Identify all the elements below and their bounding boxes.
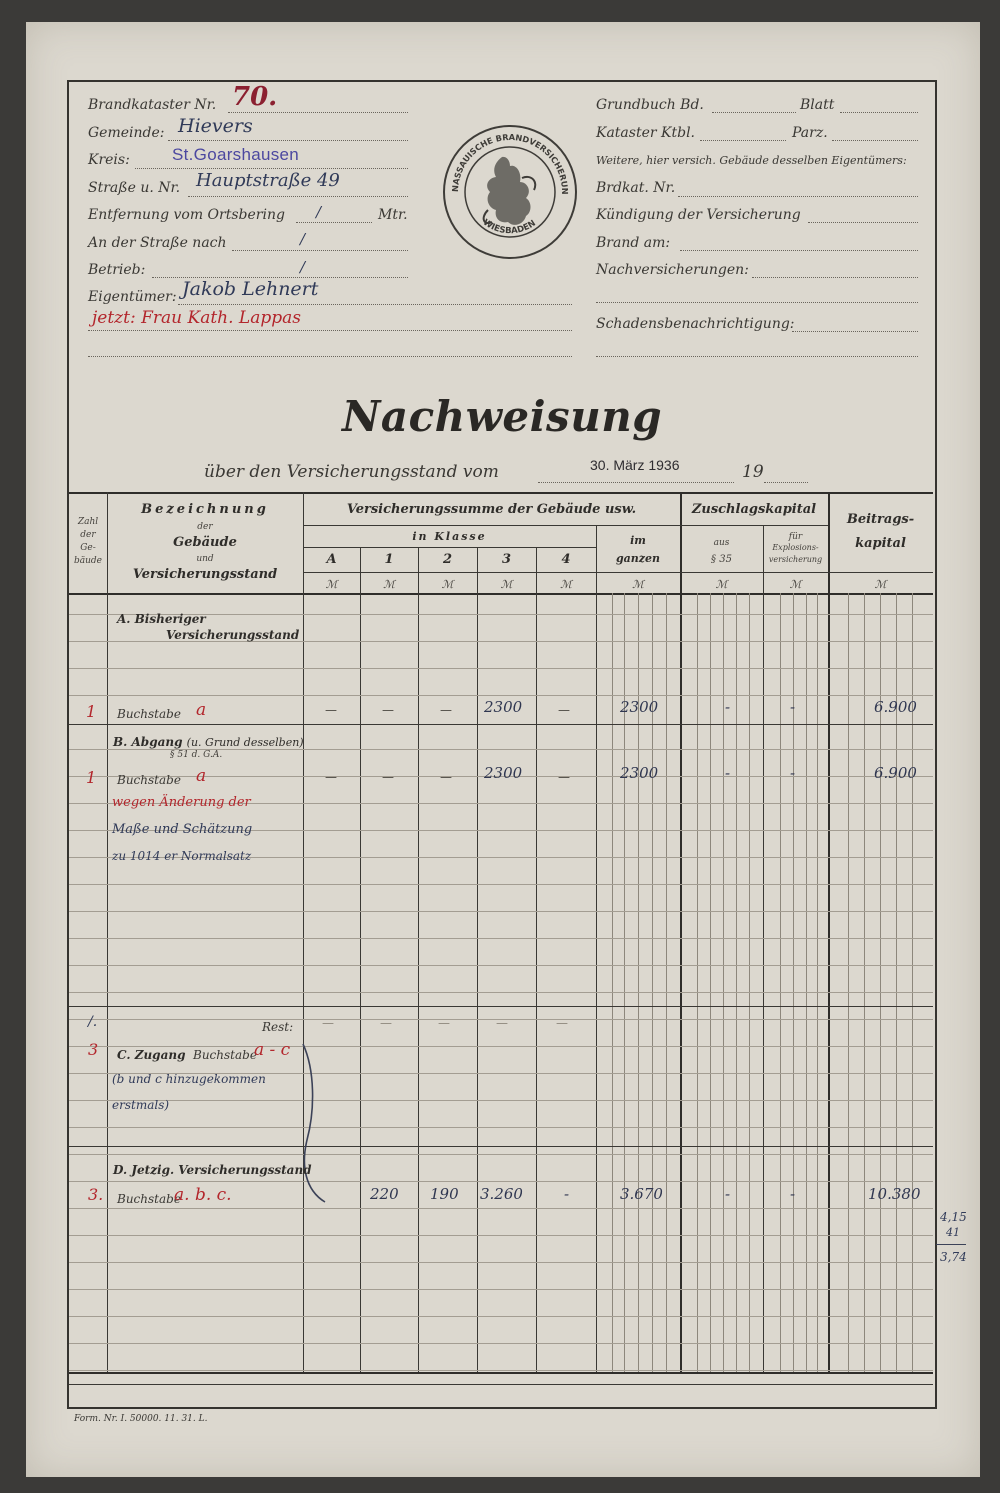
brand-line [680,250,918,251]
rule-b2 [864,593,865,1372]
mark-ganzen: ℳ [632,578,644,591]
grundbuch-label: Grundbuch Bd. [596,97,704,113]
hdr-im: im [630,534,646,547]
writing-rule [69,1046,933,1047]
d-klasse-3: 3.260 [480,1185,523,1203]
hdr-bez-der: der [197,522,213,532]
writing-rule [69,992,933,993]
entfernung-unit: Mtr. [378,207,408,223]
hdr-klasse-3: 3 [501,552,512,567]
an-der-strasse-label: An der Straße nach [88,235,227,251]
section-b-title-2: (u. Grund desselben) [186,736,304,749]
parz-label: Parz. [792,125,828,141]
section-d-buchstabe: a. b. c. [174,1185,232,1205]
mark-1: ℳ [383,578,395,591]
table-bottom-rule [69,1372,933,1374]
b-fuer: - [790,764,796,782]
hdr-klasse-1: 1 [384,552,394,567]
col-ganzen-right [680,492,682,1372]
hdr-rule-3 [303,572,933,573]
writing-rule [69,884,933,885]
date-stamp: 30. März 1936 [590,457,680,473]
writing-rule [69,1235,933,1236]
seal-ring-text: NASSAUISCHE BRANDVERSICHERUN [449,131,571,195]
hdr-zahl-4: bäude [73,556,102,566]
rest-count: /. [88,1014,98,1030]
a-dash-2: — [440,703,452,717]
writing-rule [69,1262,933,1263]
col-1-right [418,547,419,1372]
section-b-title [113,735,304,749]
section-c-count: 3 [88,1040,99,1059]
section-b-buchstabe: a [196,766,207,786]
strasse-label: Straße u. Nr. [88,180,181,196]
rule-e4 [817,593,818,1372]
side-calc-1: 4,15 [940,1210,967,1224]
hdr-fuer-3: versicherung [768,555,823,564]
entfernung-line [296,222,372,223]
rest-dash-2: — [438,1016,450,1030]
b-dash-2: — [440,770,452,784]
table-bottom-rule-2 [69,1384,933,1385]
weitere-label: Weitere, hier versich. Gebäude desselben Eigentümers: [596,154,907,167]
section-b-note-2: Maße und Schätzung [112,822,253,837]
section-a-count: 1 [86,702,97,721]
col-bez-right [303,492,304,1372]
mark-3: ℳ [500,578,513,591]
hdr-zahl-2: der [80,530,96,540]
betrieb-value: / [300,258,306,276]
hdr-gebaeude: Gebäude [173,535,237,550]
section-b-note-3: zu 1014 er Normalsatz [112,849,252,863]
entfernung-value: / [316,203,322,221]
hdr-fuer-2: Explosions- [772,543,819,552]
table-top-rule [69,492,933,494]
d-klasse-4: - [564,1185,570,1203]
writing-rule [69,1316,933,1317]
b-aus: - [725,764,731,782]
hdr-beitrag-2: kapital [855,536,906,551]
section-b-count: 1 [86,768,97,787]
blatt-label: Blatt [800,97,835,113]
section-a-title-2: Versicherungsstand [166,628,300,642]
section-d-count: 3. [88,1185,104,1204]
writing-rule [69,668,933,669]
brdkat-label: Brdkat. Nr. [596,180,676,196]
writing-rule [69,938,933,939]
brdkat-line [678,196,918,197]
b-dash-1: — [382,770,394,784]
an-der-strasse-line [232,250,408,251]
a-ganzen: 2300 [620,698,659,716]
section-b-note-1: wegen Änderung der [112,795,251,810]
writing-rule [69,1100,933,1101]
col-aus-right [763,525,764,1372]
b-dash-a: — [325,770,337,784]
writing-rule [69,695,933,696]
a-dash-1: — [382,703,394,717]
mark-fuer: ℳ [789,578,802,591]
d-klasse-2: 190 [430,1185,459,1203]
col-3-right [536,547,537,1372]
a-aus: - [725,698,731,716]
writing-rule [69,1343,933,1344]
schaden-line-2 [596,356,918,357]
writing-rule [69,1289,933,1290]
eigentuemer-label: Eigentümer: [88,289,177,305]
hdr-aus-1: aus [713,538,730,548]
rule-g1 [612,593,613,1372]
nachvers-label: Nachversicherungen: [596,262,749,278]
hdr-klasse-a: A [326,552,337,567]
a-fuer: - [790,698,796,716]
rule-e1 [780,593,781,1372]
hdr-fuer-1: für [788,532,803,542]
year-line [764,482,808,483]
hdr-zahl-1: Zahl [77,517,99,527]
section-c-bottom [69,1146,933,1147]
a-beitrag: 6.900 [874,698,917,716]
rest-label: Rest: [262,1020,294,1034]
kreis-line [135,168,408,169]
writing-rule [69,1127,933,1128]
mark-a: ℳ [325,578,338,591]
hdr-klasse-2: 2 [442,552,453,567]
parz-line [832,140,918,141]
hdr-versumme: Versicherungssumme der Gebäude usw. [346,502,637,517]
hdr-zahl-3: Ge- [80,543,96,553]
hdr-in-klasse: in Klasse [412,530,487,543]
writing-rule [69,1370,933,1371]
rest-dash-1: — [380,1016,392,1030]
nachvers-line [752,277,918,278]
section-b-title-3: § 51 d. G.A. [170,750,223,760]
hdr-beitrag-1: Beitrags- [846,512,915,527]
rule-g5 [666,593,667,1372]
d-ganzen: 3.670 [620,1185,663,1203]
a-dash-4: — [558,703,570,717]
strasse-value: Hauptstraße 49 [196,170,340,191]
title-subline: über den Versicherungsstand vom [204,462,499,482]
section-c-note-1: (b und c hinzugekommen [112,1072,266,1086]
document-title: Nachweisung [342,392,663,441]
rest-dash-3: — [496,1016,508,1030]
hdr-ganzen: ganzen [615,552,661,565]
b-ganzen: 2300 [620,764,659,782]
grundbuch-line [712,112,796,113]
kataster-line [700,140,786,141]
writing-rule [69,1154,933,1155]
col-fuer-right [828,492,830,1372]
rest-dash-a: — [322,1016,334,1030]
seal-graphic [440,122,580,262]
kreis-stamp: St.Goarshausen [172,145,300,164]
d-fuer: - [790,1185,796,1203]
section-d-title: D. Jetzig. Versicherungsstand [113,1163,312,1177]
year-prefix: 19 [742,462,764,482]
brandkataster-line [228,112,408,113]
mark-2: ℳ [441,578,454,591]
hdr-versicherungsstand: Versicherungsstand [132,567,278,582]
insurance-seal [440,122,580,262]
writing-rule [69,911,933,912]
form-number: Form. Nr. I. 50000. 11. 31. L. [74,1414,208,1424]
section-a-buchstabe: a [196,700,207,720]
col-2-right [477,547,478,1372]
eigentuemer-value: Jakob Lehnert [182,278,319,300]
brand-label: Brand am: [596,235,671,251]
writing-rule [69,965,933,966]
b-beitrag: 6.900 [874,764,917,782]
side-calc-3: 3,74 [940,1250,967,1264]
schaden-label: Schadensbenachrichtigung: [596,316,795,332]
mark-aus: ℳ [715,578,728,591]
kuendigung-line [808,222,918,223]
section-c-buchstabe-label: Buchstabe [193,1048,257,1062]
b-dash-4: — [558,770,570,784]
hdr-rule-1 [303,525,828,526]
eigentuemer-line [178,304,572,305]
brandkataster-value: 70. [232,82,278,112]
kataster-label: Kataster Ktbl. [596,125,695,141]
brandkataster-label: Brandkataster Nr. [88,97,217,113]
table-header-bottom [69,593,933,595]
rule-s2 [710,593,711,1372]
b-klasse-3: 2300 [484,764,523,782]
gemeinde-line [168,140,408,141]
side-calc-2: 41 [946,1226,960,1239]
a-klasse-3: 2300 [484,698,523,716]
section-c-buchstabe: a - c [254,1040,291,1060]
brace-mark [295,1040,335,1210]
hdr-bez-und: und [196,554,214,564]
a-dash-a: — [325,703,337,717]
d-aus: - [725,1185,731,1203]
betrieb-label: Betrieb: [88,262,146,278]
nachvers-line-2 [596,302,918,303]
rule-s4 [736,593,737,1372]
hdr-zahl [69,516,107,568]
col-zahl-right [107,492,108,1372]
entfernung-label: Entfernung vom Ortsbering [88,207,285,223]
d-klasse-1: 220 [370,1185,399,1203]
col-a-right [360,547,361,1372]
side-calc-rule [936,1244,966,1245]
rule-b1 [848,593,849,1372]
kreis-label: Kreis: [88,152,130,168]
hdr-klasse-4: 4 [561,552,571,567]
section-c-note-2: erstmals) [112,1098,170,1112]
section-d-buchstabe-label: Buchstabe [117,1192,181,1206]
blatt-line [840,112,918,113]
rest-dash-4: — [556,1016,568,1030]
hdr-zuschlag: Zuschlagskapital [691,502,817,517]
gemeinde-label: Gemeinde: [88,125,165,141]
eigentuemer-line-2 [88,330,572,331]
section-c-title: C. Zugang [117,1048,186,1062]
gemeinde-value: Hievers [178,115,253,137]
rule-s5 [749,593,750,1372]
mark-beitrag: ℳ [874,578,887,591]
hdr-rule-2 [303,547,596,548]
rule-s3 [723,593,724,1372]
eigentuemer-line-3 [88,356,572,357]
mark-4: ℳ [560,578,572,591]
rule-s1 [697,593,698,1372]
schaden-line [792,331,918,332]
an-der-strasse-value: / [300,230,306,248]
seal-city: WIESBADEN [480,217,538,237]
eigentuemer-new: jetzt: Frau Kath. Lappas [92,308,301,328]
hdr-bezeichnung: Bezeichnung [141,502,269,517]
strasse-line [188,196,408,197]
section-b-buchstabe-label: Buchstabe [117,773,181,787]
section-b-title-1: B. Abgang [113,735,183,749]
writing-rule [69,1208,933,1209]
d-beitrag: 10.380 [868,1185,921,1203]
section-a-title-1: A. Bisheriger [117,612,206,626]
date-line [538,482,734,483]
section-b-bottom [69,1006,933,1007]
writing-rule [69,1181,933,1182]
kuendigung-label: Kündigung der Versicherung [596,207,801,223]
rule-e3 [806,593,807,1372]
hdr-aus-2: § 35 [711,554,732,565]
section-a-bottom [69,724,933,725]
col-4-right [596,525,597,1372]
section-a-buchstabe-label: Buchstabe [117,707,181,721]
